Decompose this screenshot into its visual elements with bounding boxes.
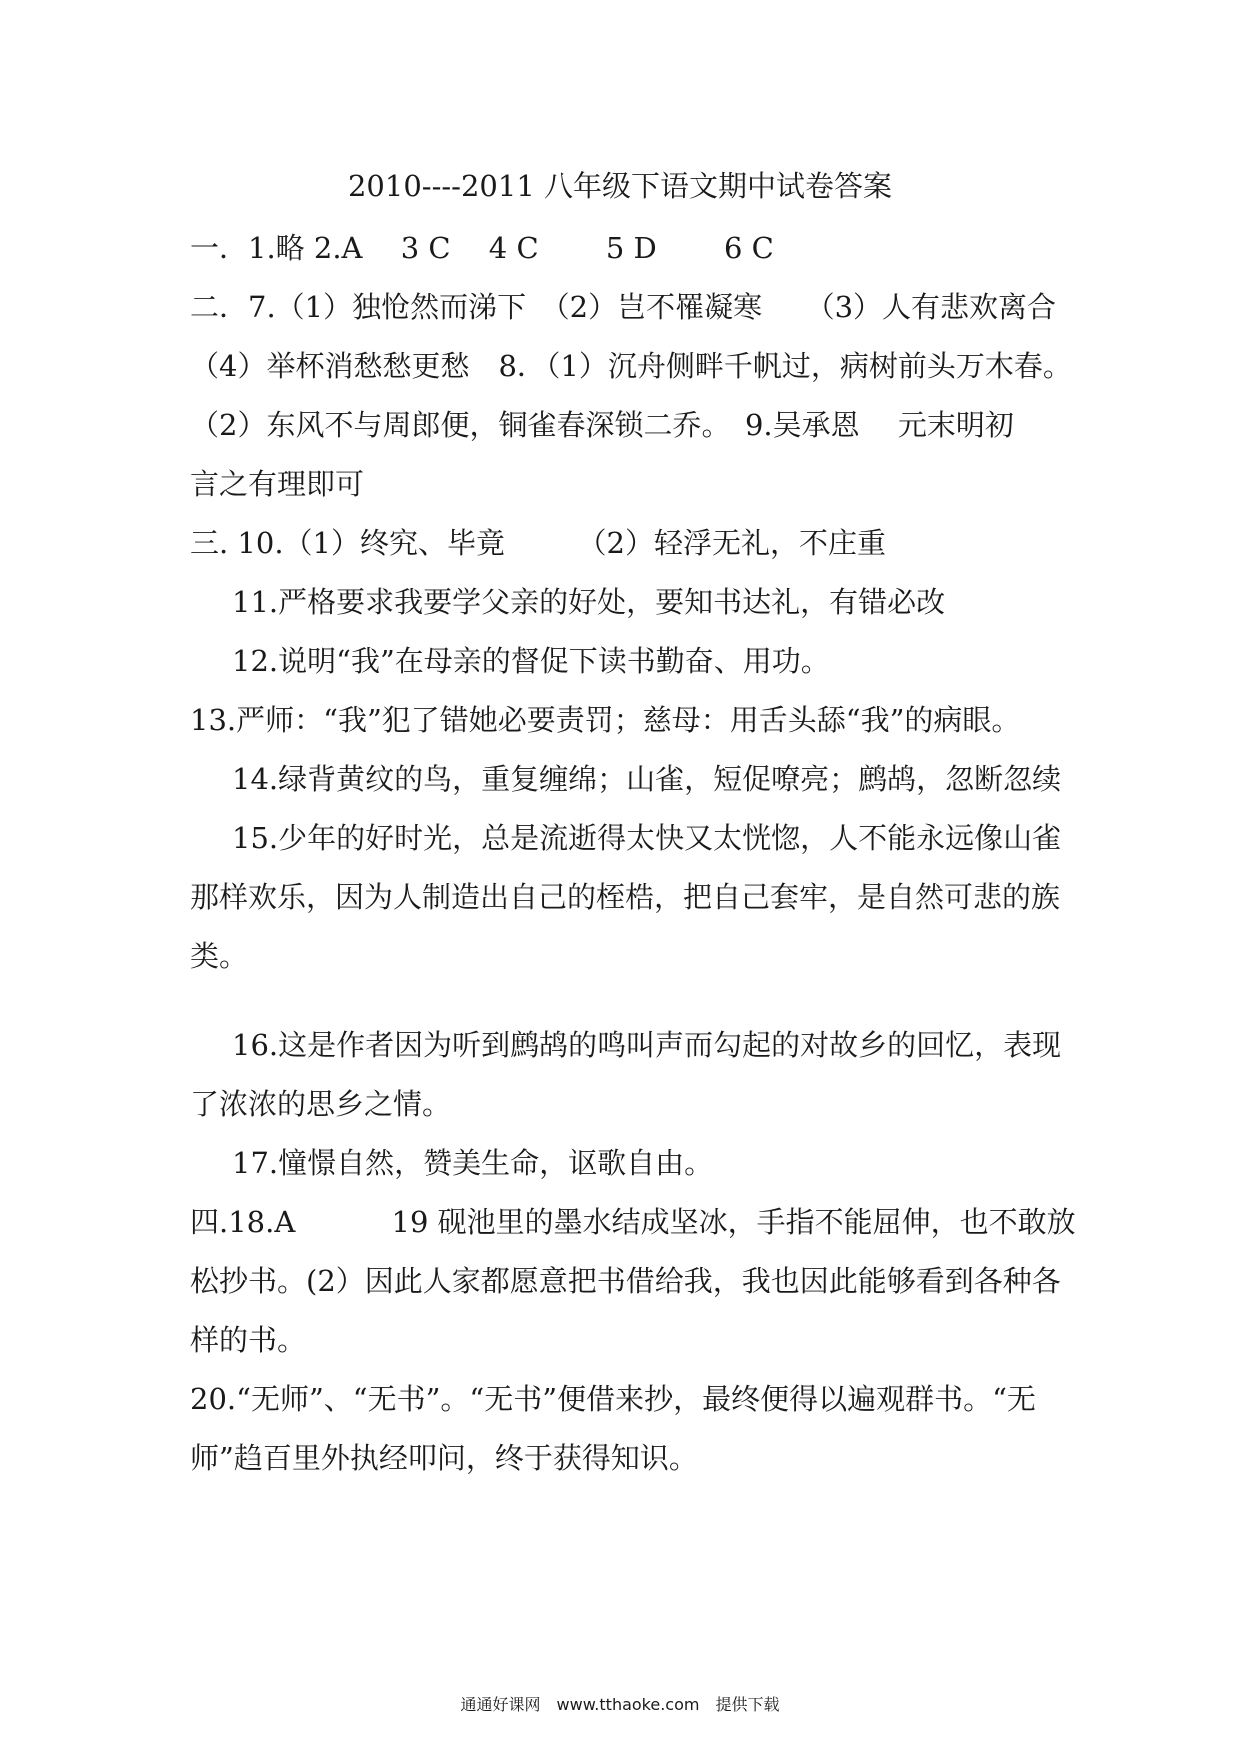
answer-line-q7: 二．7.（1）独怆然而涕下 （2）岂不罹凝寒 （3）人有悲欢离合	[190, 290, 1057, 324]
answer-line-q15-end: 类。	[190, 939, 249, 973]
document-title: 2010----2011 八年级下语文期中试卷答案	[347, 169, 893, 203]
answer-line-q15-cont: 那样欢乐，因为人制造出自己的桎梏，把自己套牢，是自然可悲的族	[190, 880, 1061, 914]
answer-line-q9-note: 言之有理即可	[190, 467, 365, 501]
answer-line-q20: 20.“无师”、“无书”。“无书”便借来抄，最终便得以遍观群书。“无	[190, 1382, 1036, 1416]
answer-line-q18-q19: 四.18.A 19 砚池里的墨水结成坚冰，手指不能屈伸，也不敢放	[190, 1205, 1076, 1239]
answer-line-q14: 14.绿背黄纹的鸟，重复缠绵；山雀，短促嘹亮；鹧鸪，忽断忽续	[232, 762, 1062, 796]
answer-line-section-1: 一．1.略 2.A 3 C 4 C 5 D 6 C	[190, 231, 774, 265]
answer-line-q17: 17.憧憬自然，赞美生命，讴歌自由。	[232, 1146, 714, 1180]
answer-line-q16: 16.这是作者因为听到鹧鸪的鸣叫声而勾起的对故乡的回忆，表现	[232, 1028, 1062, 1062]
answer-line-q13: 13.严师：“我”犯了错她必要责罚；慈母：用舌头舔“我”的病眼。	[190, 703, 1021, 737]
answer-line-q12: 12.说明“我”在母亲的督促下读书勤奋、用功。	[232, 644, 830, 678]
page-footer: 通通好课网 www.tthaoke.com 提供下载	[460, 1695, 780, 1714]
answer-line-q8-q9: （2）东风不与周郎便，铜雀春深锁二乔。 9.吴承恩 元末明初	[190, 408, 1014, 442]
answer-line-q16-cont: 了浓浓的思乡之情。	[190, 1087, 452, 1121]
answer-line-q15: 15.少年的好时光，总是流逝得太快又太恍惚，人不能永远像山雀	[232, 821, 1062, 855]
answer-line-q19-cont: 松抄书。(2）因此人家都愿意把书借给我，我也因此能够看到各种各	[190, 1264, 1061, 1298]
answer-line-q20-cont: 师”趋百里外执经叩问，终于获得知识。	[190, 1441, 698, 1475]
answer-line-q10: 三. 10.（1）终究、毕竟 （2）轻浮无礼，不庄重	[190, 526, 886, 560]
answer-line-q19-end: 样的书。	[190, 1323, 307, 1357]
answer-line-q11: 11.严格要求我要学父亲的好处，要知书达礼，有错必改	[232, 585, 946, 619]
answer-line-q7-q8: （4）举杯消愁愁更愁 8．（1）沉舟侧畔千帆过，病树前头万木春。	[190, 349, 1072, 383]
